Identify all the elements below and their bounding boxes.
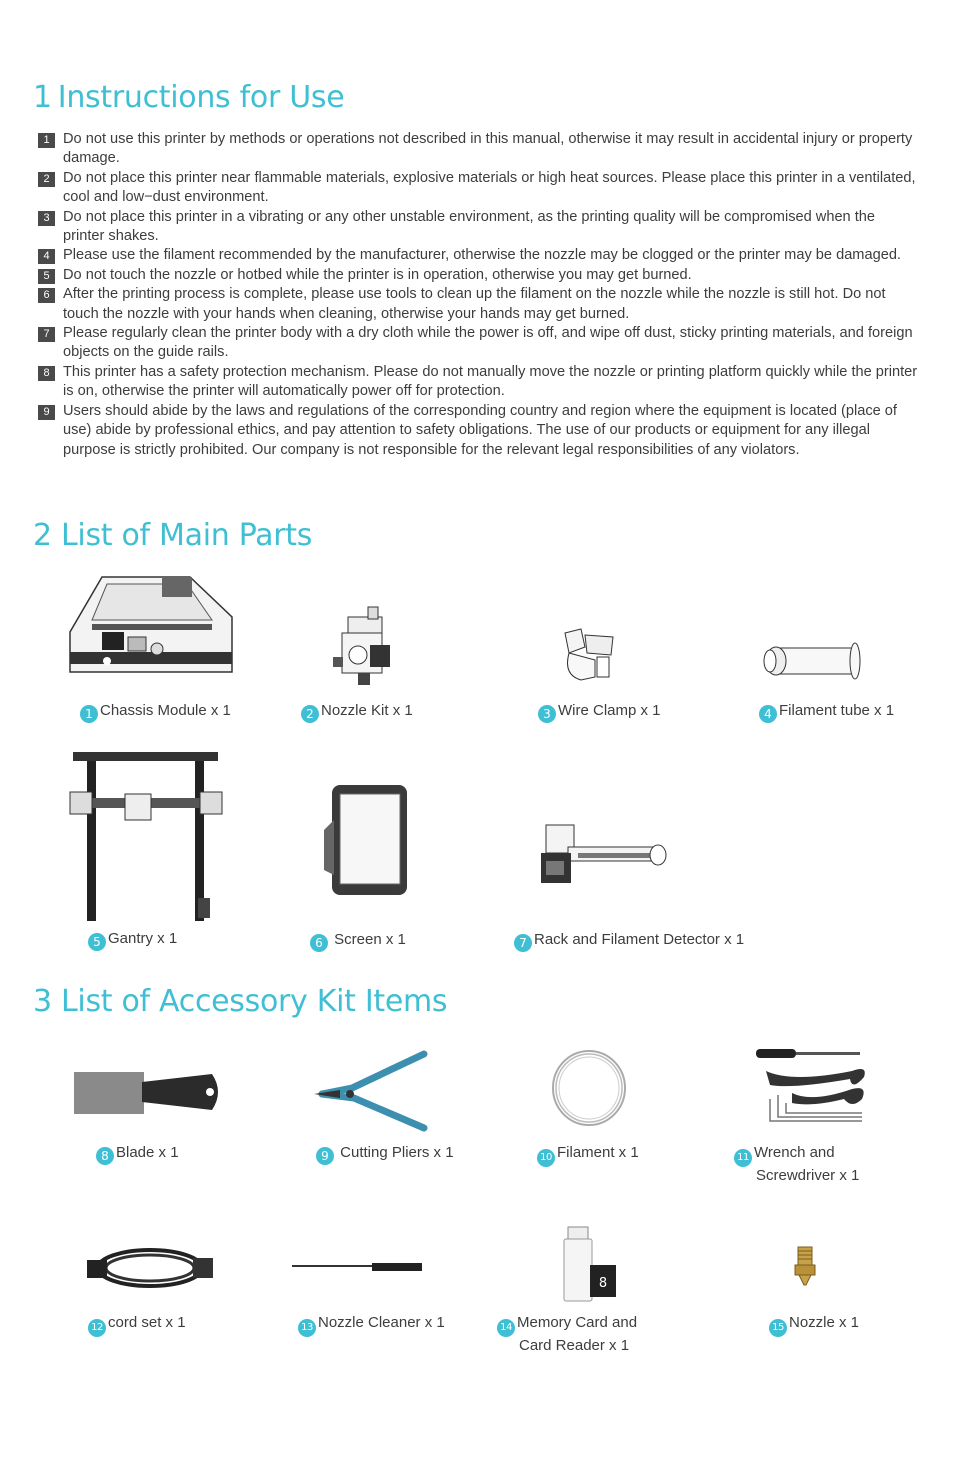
gantry-image — [65, 750, 225, 925]
part-label-5: 5 Gantry x 1 — [88, 930, 177, 951]
instruction-item: 7 Please regularly clean the printer body with a dry cloth while the power is off, and wipe off dust, sticky printing materials, and foreign objects on the guide rails. — [38, 324, 918, 363]
section2-title: 2 List of Main Parts — [33, 518, 313, 553]
part-number-badge: 2 — [301, 705, 319, 723]
accessory-label-8: 8 Blade x 1 — [96, 1144, 179, 1165]
accessory-label-10: 10 Filament x 1 — [537, 1144, 639, 1167]
nozzle-image — [794, 1245, 816, 1287]
part-number-badge: 6 — [310, 934, 328, 952]
part-label-6: 6 Screen x 1 — [310, 931, 406, 952]
blade-image — [72, 1068, 224, 1118]
instruction-item: 5 Do not touch the nozzle or hotbed while the printer is in operation, otherwise you may get burned. — [38, 266, 918, 285]
part-label-2: 2 Nozzle Kit x 1 — [301, 702, 413, 723]
instruction-item: 4 Please use the filament recommended by the manufacturer, otherwise the nozzle may be clogged or the printer may be damaged. — [38, 246, 918, 265]
instruction-item: 2 Do not place this printer near flammable materials, explosive materials or high heat sources. Please place this printer in a ventilated, cool and low−dust environment. — [38, 169, 918, 208]
wrench-screwdriver-image — [752, 1045, 870, 1125]
accessory-label-13: 13 Nozzle Cleaner x 1 — [298, 1314, 445, 1337]
part-number-badge: 5 — [88, 933, 106, 951]
part-label-3: 3 Wire Clamp x 1 — [538, 702, 661, 723]
accessory-number-badge: 11 — [734, 1149, 752, 1167]
instruction-item: 6 After the printing process is complete, please use tools to clean up the filament on the nozzle while the nozzle is still hot. Do not touch the nozzle with your hands when cleaning, otherwise your hands may get burned. — [38, 285, 918, 324]
accessory-label-9: 9 Cutting Pliers x 1 — [316, 1144, 454, 1165]
nozzle-cleaner-image — [290, 1260, 425, 1276]
part-label-4: 4 Filament tube x 1 — [759, 702, 894, 723]
wire-clamp-image — [555, 625, 620, 690]
nozzle-kit-image — [330, 605, 400, 690]
part-number-badge: 4 — [759, 705, 777, 723]
accessory-label-14: 14 Memory Card and Card Reader x 1 — [497, 1314, 637, 1355]
power-cord-image — [85, 1242, 215, 1294]
chassis-module-image — [62, 572, 237, 687]
part-number-badge: 1 — [80, 705, 98, 723]
accessory-number-badge: 8 — [96, 1147, 114, 1165]
accessory-number-badge: 13 — [298, 1319, 316, 1337]
filament-coil-image — [548, 1048, 630, 1128]
filament-tube-image — [758, 638, 863, 683]
instruction-item: 8 This printer has a safety protection mechanism. Please do not manually move the nozzle or printing platform quickly while the printer is on, otherwise the printer will automatically power off for protection. — [38, 363, 918, 402]
svg-text:8: 8 — [598, 1276, 608, 1291]
accessory-label-15: 15 Nozzle x 1 — [769, 1314, 859, 1337]
instruction-item: 9 Users should abide by the laws and regulations of the corresponding country and region where the equipment is located (place of use) abide by professional ethics, and pay attention to safety obligations. The use of our products or equipment for any illegal purpose is strictly prohibited. Our company is not responsible for the relevant legal responsibilities of any violators. — [38, 402, 918, 460]
instruction-item: 3 Do not place this printer in a vibrating or any other unstable environment, as the printing quality will be compromised when the printer shakes. — [38, 208, 918, 247]
cutting-pliers-image — [312, 1050, 432, 1132]
screen-image — [322, 780, 412, 900]
memory-card-reader-image — [560, 1225, 620, 1305]
rack-detector-image — [538, 823, 673, 888]
part-label-7: 7 Rack and Filament Detector x 1 — [514, 931, 744, 952]
instructions-list — [38, 130, 918, 460]
section3-title: 3 List of Accessory Kit Items — [33, 984, 448, 1019]
accessory-number-badge: 14 — [497, 1319, 515, 1337]
part-number-badge: 7 — [514, 934, 532, 952]
accessory-label-11: 11 Wrench and Screwdriver x 1 — [734, 1144, 859, 1185]
section1-title-text: Instructions for Use — [57, 80, 345, 115]
part-number-badge: 3 — [538, 705, 556, 723]
section1-title: 1 Instructions for Use — [33, 80, 345, 115]
accessory-number-badge: 10 — [537, 1149, 555, 1167]
accessory-number-badge: 9 — [316, 1147, 334, 1165]
accessory-label-12: 12 cord set x 1 — [88, 1314, 186, 1337]
part-label-1: 1 Chassis Module x 1 — [80, 702, 231, 723]
accessory-number-badge: 15 — [769, 1319, 787, 1337]
instruction-item: 1 Do not use this printer by methods or operations not described in this manual, otherwise it may result in accidental injury or property damage. — [38, 130, 918, 169]
accessory-number-badge: 12 — [88, 1319, 106, 1337]
